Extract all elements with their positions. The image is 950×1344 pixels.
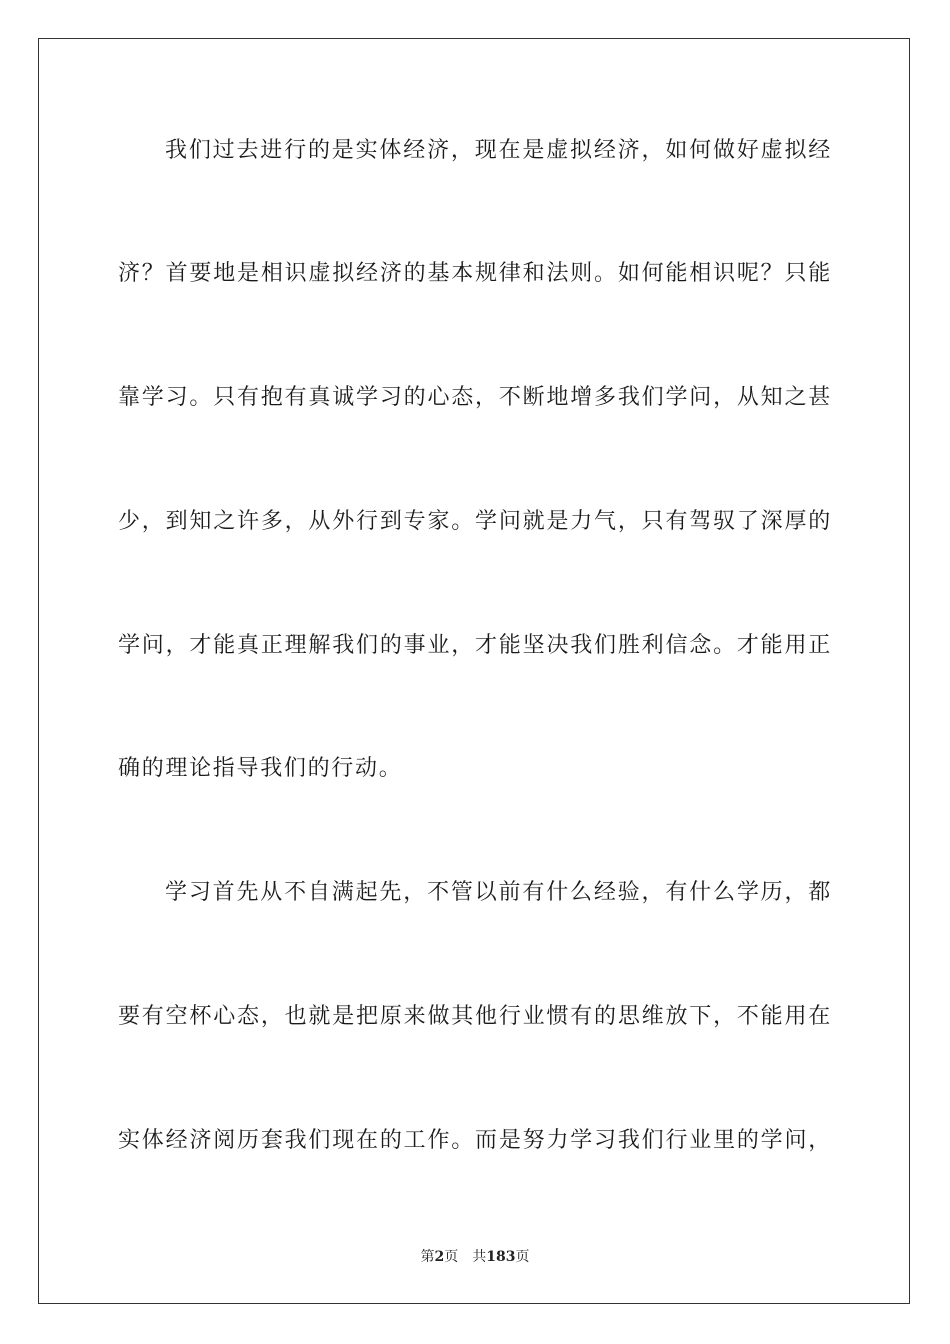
paragraph-2-line-1: 学习首先从不自满起先，不管以前有什么经验，有什么学历，都 (165, 880, 832, 905)
paragraph-1-line-3: 靠学习。只有抱有真诚学习的心态，不断地增多我们学问，从知之甚 (118, 385, 832, 410)
page-footer (0, 1247, 950, 1267)
paragraph-1-line-1: 我们过去进行的是实体经济，现在是虚拟经济，如何做好虚拟经 (165, 138, 832, 163)
page-prefix: 第 (420, 1249, 435, 1265)
paragraph-1-line-6: 确的理论指导我们的行动。 (118, 756, 403, 781)
paragraph-2-line-2: 要有空杯心态，也就是把原来做其他行业惯有的思维放下，不能用在 (118, 1004, 832, 1029)
page-border (38, 38, 910, 1304)
paragraph-1-line-5: 学问，才能真正理解我们的事业，才能坚决我们胜利信念。才能用正 (118, 633, 832, 658)
total-prefix: 共 (472, 1249, 487, 1265)
page-suffix: 页 (444, 1249, 459, 1265)
page-total: 183 (486, 1249, 516, 1265)
total-suffix: 页 (515, 1249, 530, 1265)
paragraph-1-line-4: 少，到知之许多，从外行到专家。学问就是力气，只有驾驭了深厚的 (118, 509, 832, 534)
paragraph-1-line-2: 济？首要地是相识虚拟经济的基本规律和法则。如何能相识呢？只能 (118, 261, 832, 286)
paragraph-2-line-3: 实体经济阅历套我们现在的工作。而是努力学习我们行业里的学问， (118, 1128, 832, 1153)
page-current: 2 (434, 1249, 445, 1265)
